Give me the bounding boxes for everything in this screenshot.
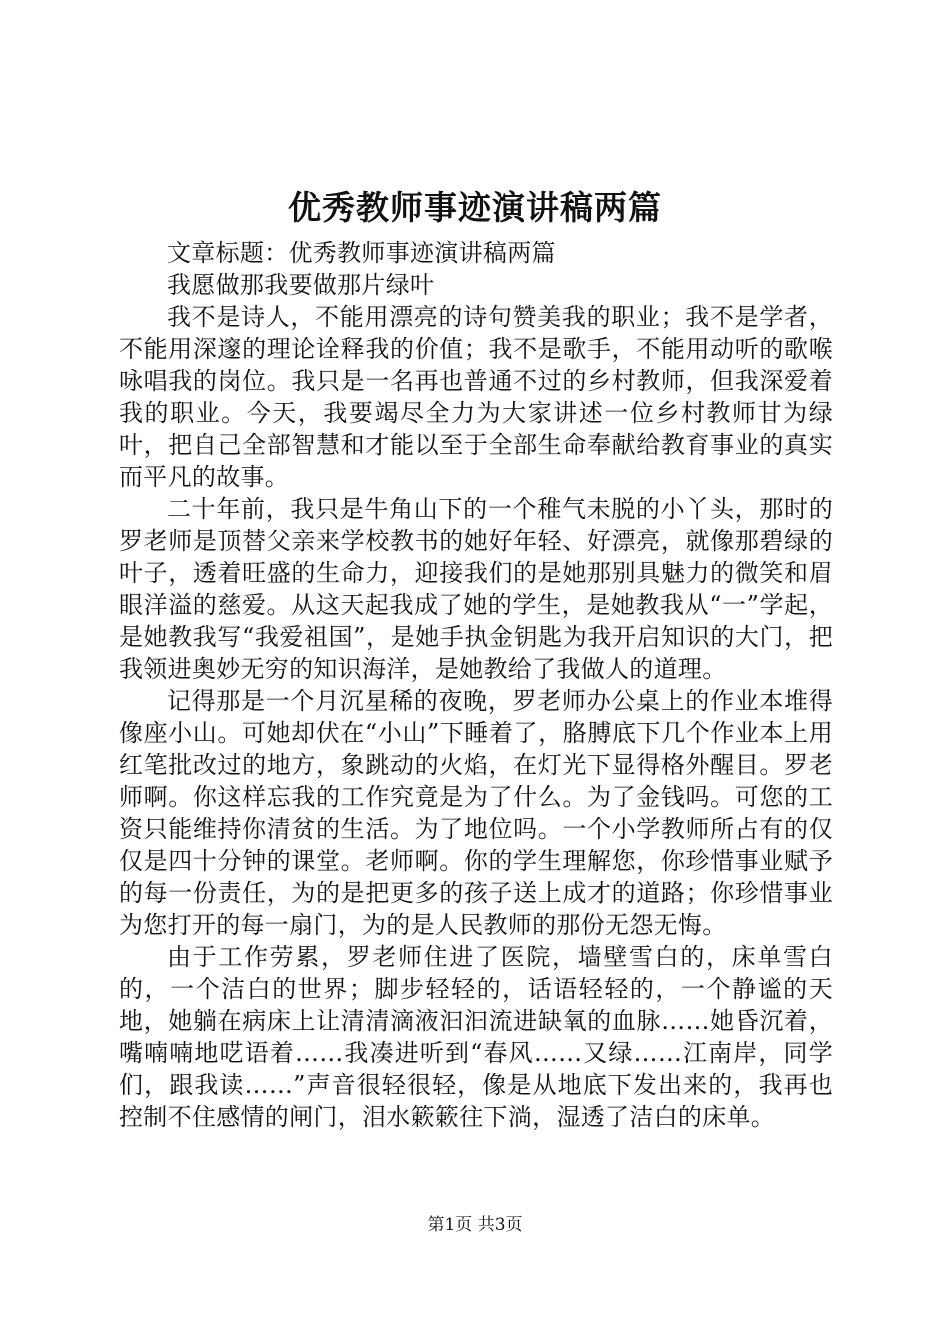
- page-indicator: 第1页 共3页: [427, 1215, 523, 1235]
- paragraph: 由于工作劳累，罗老师住进了医院，墙壁雪白的，床单雪白的，一个洁白的世界；脚步轻轻的，话语轻轻的，一个静谧的天地，她躺在病床上让清清滴液汩汩流进缺氧的血脉……她昏沉着，嘴喃喃地呓语着……我凑进听到“春风……又绿……江南岸，同学们，跟我读……”声音很轻很轻，像是从地底下发出来的，我再也控制不住感情的闸门，泪水簌簌往下淌，湿透了洁白的床单。: [119, 943, 833, 1131]
- document-title: 优秀教师事迹演讲稿两篇: [288, 188, 662, 227]
- paragraph: 二十年前，我只是牛角山下的一个稚气未脱的小丫头，那时的罗老师是顶替父亲来学校教书的她好年轻、好漂亮，就像那碧绿的叶子，透着旺盛的生命力，迎接我们的是她那别具魅力的微笑和眉眼洋溢的慈爱。从这天起我成了她的学生，是她教我从“一”学起，是她教我写“我爱祖国”，是她手执金钥匙为我开启知识的大门，把我领进奥妙无穷的知识海洋，是她教给了我做人的道理。: [119, 495, 833, 683]
- paragraph: 我不是诗人，不能用漂亮的诗句赞美我的职业；我不是学者，不能用深邃的理论诠释我的价值；我不是歌手，不能用动听的歌喉咏唱我的岗位。我只是一名再也普通不过的乡村教师，但我深爱着我的职业。今天，我要竭尽全力为大家讲述一位乡村教师甘为绿叶，把自己全部智慧和才能以至于全部生命奉献给教育事业的真实而平凡的故事。: [119, 303, 833, 491]
- document-body: [119, 237, 833, 1133]
- article-title-line: 文章标题：优秀教师事迹演讲稿两篇: [167, 239, 556, 267]
- speech-subtitle: 我愿做那我要做那片绿叶: [167, 271, 435, 299]
- paragraph: 记得那是一个月沉星稀的夜晚，罗老师办公桌上的作业本堆得像座小山。可她却伏在“小山”下睡着了，胳膊底下几个作业本上用红笔批改过的地方，象跳动的火焰，在灯光下显得格外醒目。罗老师啊。你这样忘我的工作究竟是为了什么。为了金钱吗。可您的工资只能维持你清贫的生活。为了地位吗。一个小学教师所占有的仅仅是四十分钟的课堂。老师啊。你的学生理解您，你珍惜事业赋予的每一份责任，为的是把更多的孩子送上成才的道路；你珍惜事业为您打开的每一扇门，为的是人民教师的那份无怨无悔。: [119, 687, 833, 939]
